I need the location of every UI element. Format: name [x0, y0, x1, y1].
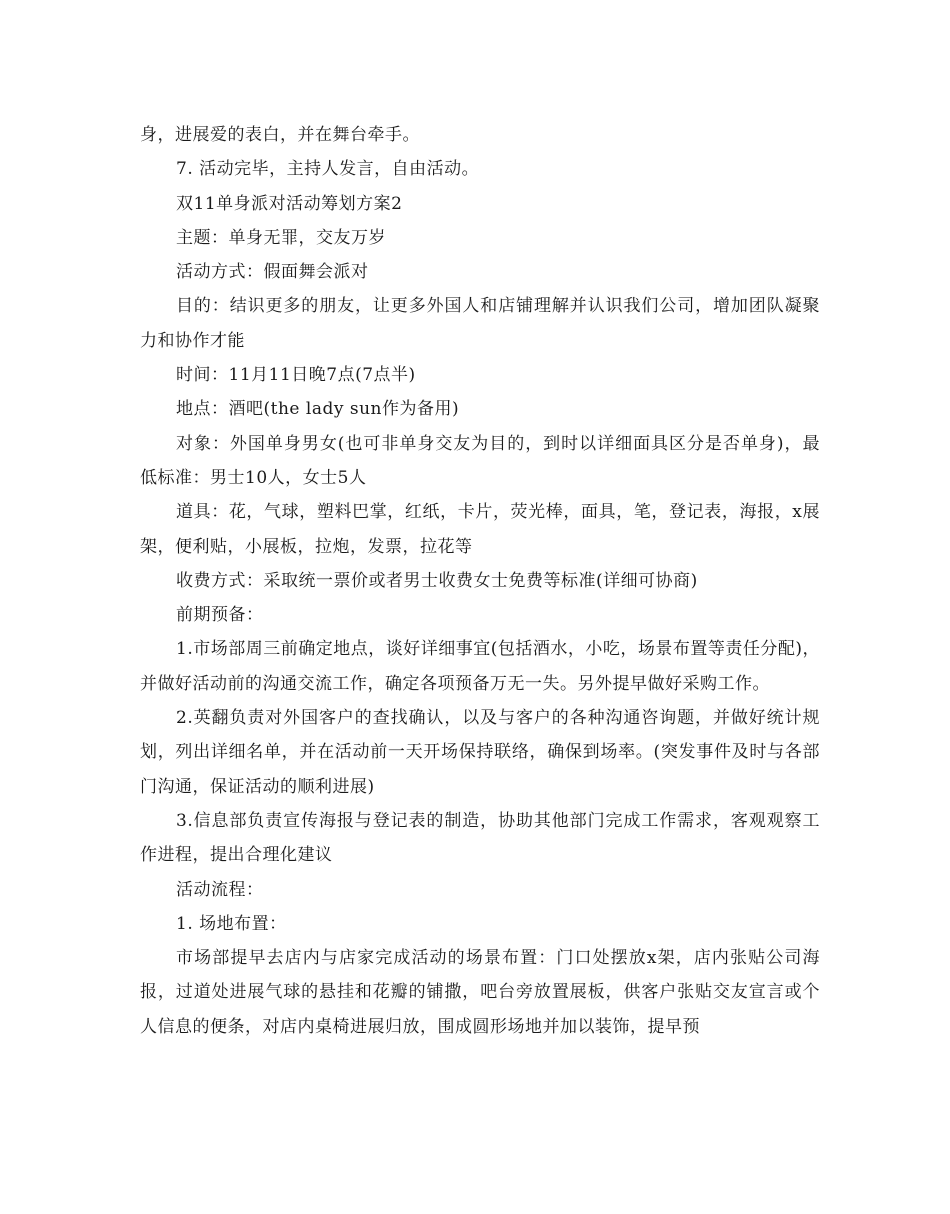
paragraph-process-heading: 活动流程：	[176, 879, 264, 900]
paragraph-location: 地点：酒吧(the lady sun作为备用)	[176, 399, 460, 420]
paragraph-prep-3: 3.信息部负责宣传海报与登记表的制造，协助其他部门完成工作需求，客观观察工作进程，提出合理化建议	[140, 810, 820, 866]
paragraph-fees: 收费方式：采取统一票价或者男士收费女士免费等标准(详细可协商)	[176, 570, 698, 591]
paragraph-theme: 主题：单身无罪，交友万岁	[176, 227, 386, 248]
paragraph-prep-1: 1.市场部周三前确定地点，谈好详细事宜(包括酒水，小吃，场景布置等责任分配)，并做好活动前的沟通交流工作，确定各项预备万无一失。另外提早做好采购工作。	[140, 639, 820, 694]
paragraph-activity-format: 活动方式：假面舞会派对	[176, 262, 369, 283]
paragraph-2: 7. 活动完毕，主持人发言，自由活动。	[176, 159, 480, 180]
paragraph-audience: 对象：外国单身男女(也可非单身交友为目的，到时以详细面具区分是否单身)，最低标准：男士10人，女士5人	[140, 433, 820, 488]
paragraph-time: 时间：11月11日晚7点(7点半)	[176, 365, 416, 386]
section-title: 双11单身派对活动筹划方案2	[176, 193, 403, 214]
paragraph-preparation-heading: 前期预备：	[176, 605, 264, 626]
paragraph-prep-2: 2.英翻负责对外国客户的查找确认，以及与客户的各种沟通咨询题，并做好统计规划，列出详细名单，并在活动前一天开场保持联络，确保到场率。(突发事件及时与各部门沟通，保证活动的顺利进展)	[140, 708, 820, 797]
paragraph-venue-heading: 1. 场地布置：	[176, 913, 287, 934]
paragraph-1: 身，进展爱的表白，并在舞台牵手。	[140, 125, 420, 145]
paragraph-purpose: 目的：结识更多的朋友，让更多外国人和店铺理解并认识我们公司，增加团队凝聚力和协作才能	[140, 296, 820, 351]
paragraph-props: 道具：花，气球，塑料巴掌，红纸，卡片，荧光棒，面具，笔，登记表，海报，x展架，便利贴，小展板，拉炮，发票，拉花等	[140, 502, 820, 557]
paragraph-venue-setup: 市场部提早去店内与店家完成活动的场景布置：门口处摆放x架，店内张贴公司海报，过道处进展气球的悬挂和花瓣的铺撒，吧台旁放置展板，供客户张贴交友宣言或个人信息的便条，对店内桌椅进展归放，围成圆形场地并加以装饰，提早预	[140, 948, 820, 1037]
document-body	[140, 118, 820, 1044]
